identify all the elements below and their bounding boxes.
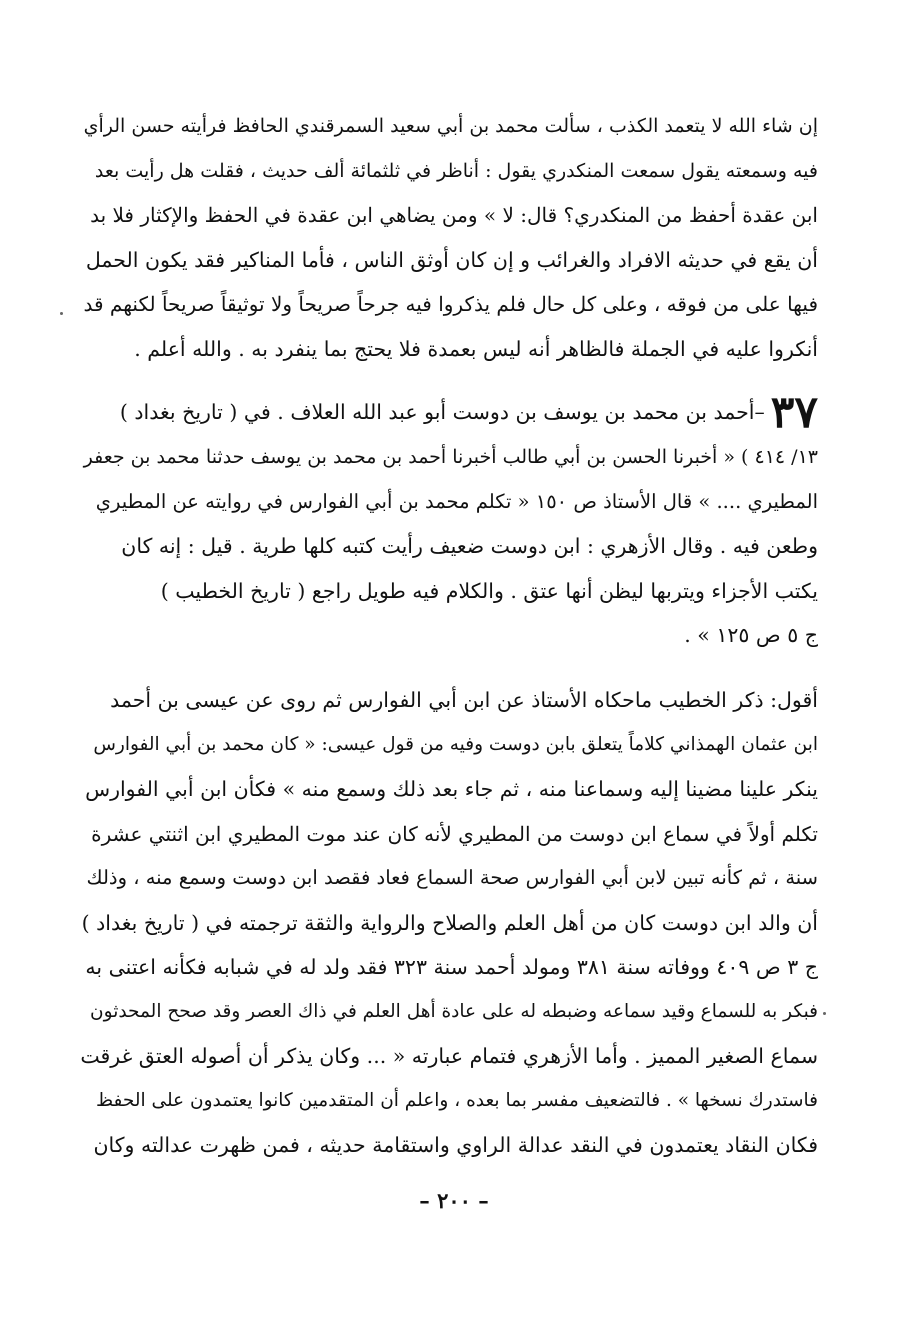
scan-speck xyxy=(60,312,63,315)
text-line: يكتب الأجزاء ويتربها ليظن أنها عتق . والكلام فيه طويل راجع ( تاريخ الخطيب ) xyxy=(160,578,818,603)
text-line: تكلم أولاً في سماع ابن دوست من المطيري لأنه كان عند موت المطيري ابن اثنتي عشرة xyxy=(91,821,818,846)
text-line: ج ٥ ص ١٢٥ » . xyxy=(684,623,818,647)
text-line: أن يقع في حديثه الافراد والغرائب و إن كان أوثق الناس ، فأما المناكير فقد يكون الحمل xyxy=(85,247,818,272)
paragraph-response xyxy=(78,678,818,1168)
text-line: ينكر علينا مضينا إليه وسماعنا منه ، ثم جاء بعد ذلك وسمع منه » فكأن ابن أبي الفوارس xyxy=(85,777,818,801)
text-line: ابن عقدة أحفظ من المنكدري؟ قال: لا » ومن يضاهي ابن عقدة في الحفظ والإكثار فلا بد xyxy=(90,203,818,227)
text-line: وطعن فيه . وقال الأزهري : ابن دوست ضعيف رأيت كتبه كلها طرية . قيل : إنه كان xyxy=(121,534,818,558)
entry-heading-line xyxy=(78,390,818,435)
entry-number: ٣٧ xyxy=(770,390,818,435)
text-line: أنكروا عليه في الجملة فالظاهر أنه ليس بعمدة فلا يحتج بما ينفرد به . والله أعلم . xyxy=(134,336,818,361)
page-number: – ٢٠٠ – xyxy=(419,1188,489,1213)
text-line: سماع الصغير المميز . وأما الأزهري فتمام عبارته « ... وكان يذكر أن أصوله العتق غرقت xyxy=(80,1044,818,1068)
paragraph-ibn-uqda xyxy=(78,104,818,371)
text-line: ابن عثمان الهمذاني كلاماً يتعلق بابن دوست وفيه من قول عيسى: « كان محمد بن أبي الفوارس xyxy=(93,733,818,755)
text-line: فيها على من فوقه ، وعلى كل حال فلم يذكروا فيه جرحاً صريحاً ولا توثيقاً صريحاً لكنهم قد xyxy=(83,292,818,316)
text-line: أقول: ذكر الخطيب ماحكاه الأستاذ عن ابن أبي الفوارس ثم روى عن عيسى بن أحمد xyxy=(110,688,818,712)
text-line: فاستدرك نسخها » . فالتضعيف مفسر بما بعده ، واعلم أن المتقدمين كانوا يعتمدون على الحفظ xyxy=(96,1089,818,1111)
text-line: فيه وسمعته يقول سمعت المنكدري يقول : أناظر في ثلثمائة ألف حديث ، فقلت هل رأيت بعد xyxy=(94,159,818,182)
text-line: فكان النقاد يعتمدون في النقد عدالة الراوي واستقامة حديثه ، فمن ظهرت عدالته وكان xyxy=(93,1133,818,1157)
text-line: ج ٣ ص ٤٠٩ ووفاته سنة ٣٨١ ومولد أحمد سنة ٣٢٣ فقد ولد له في شبابه فكأنه اعتنى به xyxy=(85,955,818,979)
text-line: ١٣/ ٤١٤ ) « أخبرنا الحسن بن أبي طالب أخبرنا أحمد بن محمد بن يوسف حدثنا محمد بن جعفر xyxy=(83,446,818,468)
entry-heading-text: –أحمد بن محمد بن يوسف بن دوست أبو عبد الله العلاف . في ( تاريخ بغداد ) xyxy=(119,400,765,424)
text-line: إن شاء الله لا يتعمد الكذب ، سألت محمد بن أبي سعيد السمرقندي الحافظ فرأيته حسن الرأي xyxy=(83,115,818,137)
text-line: أن والد ابن دوست كان من أهل العلم والصلاح والرواية والثقة ترجمته في ( تاريخ بغداد ) xyxy=(81,910,818,935)
text-line: المطيري .... » قال الأستاذ ص ١٥٠ « تكلم محمد بن أبي الفوارس في روايته عن المطيري xyxy=(95,489,818,513)
entry-37 xyxy=(78,390,818,658)
text-line: سنة ، ثم كأنه تبين لابن أبي الفوارس صحة السماع فعاد فقصد ابن دوست وسمع منه ، وذلك xyxy=(86,866,818,889)
text-line: فبكر به للسماع وقيد سماعه وضبطه له على عادة أهل العلم في ذاك العصر وقد صحح المحدثون xyxy=(90,1000,818,1022)
scan-speck xyxy=(823,1012,826,1015)
